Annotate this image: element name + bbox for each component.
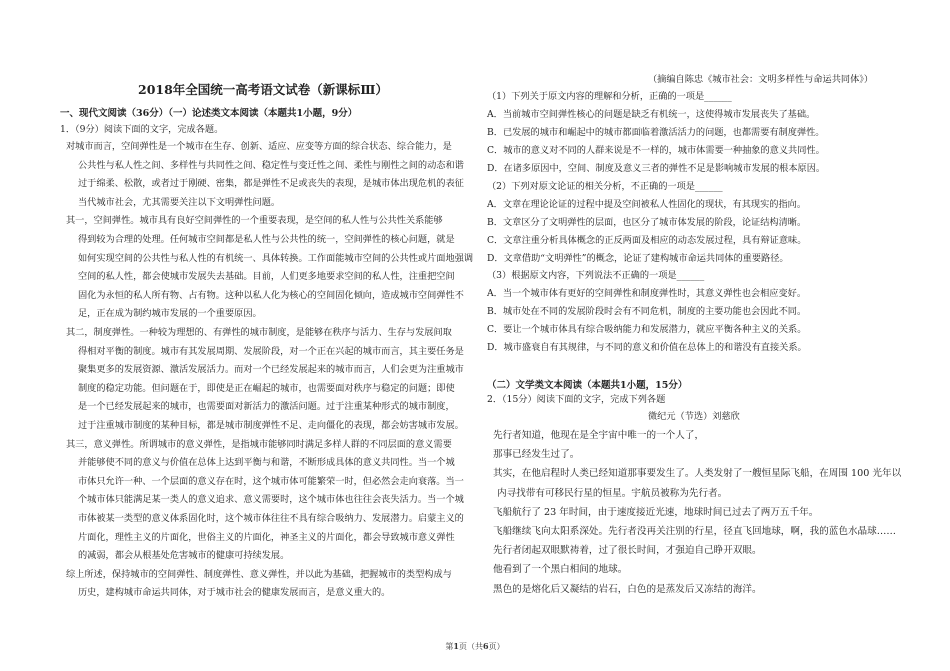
story-line: 先行者闭起双眼默祷着，过了很长时间，才强迫自己睁开双眼。 <box>493 545 762 557</box>
exam-title: 2018年全国统一高考语文试卷（新课标Ⅲ） <box>138 82 389 97</box>
story-line: 先行者知道，他现在是全宇宙中唯一的一个人了， <box>493 430 705 441</box>
passage-line: 其一，空间弹性。城市具有良好空间弹性的一个重要表现，是空间的私人性与公共性关系能够 <box>66 215 443 227</box>
passage-line: 对城市而言，空间弹性是一个城市在生存、创新、适应、应变等方面的综合状态、综合能力，是 <box>66 141 452 152</box>
passage-line: 过于注重城市制度的某种目标，都是城市制度弹性不足、走向僵化的表现，都会妨害城市发展。 <box>78 420 464 431</box>
source-citation: （摘编自陈忠《城市社会：文明多样性与命运共同体》） <box>648 74 874 85</box>
question-1-2: （2）下列对原文论证的相关分析，不正确的一项是______ <box>487 181 723 192</box>
answer-option: B．文章区分了文明弹性的层面，也区分了城市体发展的阶段，论证结构清晰。 <box>487 217 807 228</box>
story-line: 飞船继续飞向太阳系深处。先行者没再关注别的行星，径直飞回地球，啊，我的蓝色水晶球…… <box>493 526 896 537</box>
footer-suffix: 页） <box>488 642 505 651</box>
question-2-intro: 2．（15分）阅读下面的文字，完成下列各题 <box>487 394 666 405</box>
footer-prefix: 第 <box>445 642 454 651</box>
page-number: 1 <box>453 641 459 651</box>
passage-line: 过于绵柔、松散，或者过于刚硬、密集，都是弹性不足或丧失的表现，是城市体出现危机的表征 <box>78 178 464 190</box>
passage-line: 其三，意义弹性。所谓城市的意义弹性，是指城市能够同时满足多样人群的不同层面的意义需要 <box>66 438 452 450</box>
answer-option: A．当一个城市体有更好的空间弹性和制度弹性时，其意义弹性也会相应变好。 <box>487 288 807 299</box>
answer-option: B．已发展的城市和崛起中的城市都面临着激活活力的问题，也都需要有制度弹性。 <box>487 127 825 138</box>
section-heading-1: 一、现代文阅读（36分）（一）论述类文本阅读（本题共1小题，9分） <box>60 108 358 119</box>
passage-line: 当代城市社会，尤其需要关注以下文明弹性问题。 <box>78 196 281 208</box>
answer-option: A．当前城市空间弹性核心的问题是缺乏有机统一，这使得城市发展丧失了基础。 <box>487 109 816 120</box>
answer-option: D．在诸多原因中，空间、制度及意义三者的弹性不足是影响城市发展的根本原因。 <box>487 163 826 174</box>
answer-option: D．城市盛衰自有其规律，与不同的意义和价值在总体上的和谐没有直接关系。 <box>487 342 807 353</box>
answer-option: A．文章在理论论证的过程中提及空间被私人性固化的现状，有其现实的指向。 <box>487 199 807 210</box>
answer-option: B．城市处在不同的发展阶段时会有不同危机，制度的主要功能也会因此不同。 <box>487 306 807 317</box>
answer-option: D．文章借助“文明弹性”的概念，论证了建构城市命运共同体的重要路径。 <box>487 253 789 264</box>
story-line: 黑色的是熔化后又凝结的岩石，白色的是蒸发后又冻结的海洋。 <box>493 583 762 595</box>
answer-option: C．城市的意义对不同的人群来说是不一样的，城市体需要一种抽象的意义共同性。 <box>487 145 825 156</box>
passage-line: 得到较为合理的处理。任何城市空间都是私人性与公共性的统一，空间弹性的核心问题，就是 <box>78 234 455 245</box>
total-pages: 6 <box>483 641 489 651</box>
passage-line: 聚集更多的发展资源、激活发展活力。而对一个已经发展起来的城市而言，人们会更为注重城市 <box>78 364 464 376</box>
answer-option: C．文章注重分析具体概念的正反两面及相应的动态发展过程，具有辩证意味。 <box>487 235 807 246</box>
question-1-3: （3）根据原文内容，下列说法不正确的一项是______ <box>487 270 705 281</box>
story-line: 内寻找带有可移民行星的恒星。宇航员被称为先行者。 <box>497 487 728 499</box>
story-line: 那事已经发生过了。 <box>493 449 580 461</box>
passage-line: 制度的稳定功能。但问题在于，即使是正在崛起的城市，也需要面对秩序与稳定的问题；即使 <box>78 382 455 394</box>
passage-line: 其二，制度弹性。一种较为理想的、有弹性的城市制度，是能够在秩序与活力、生存与发展间取 <box>66 327 452 338</box>
footer-mid: 页（共 <box>459 642 483 651</box>
passage-line: 得相对平衡的制度。城市有其发展周期、发展阶段，对一个正在兴起的城市而言，其主要任务是 <box>78 345 464 357</box>
passage-line: 固化为永恒的私人所有物、占有物。这种以私人化为核心的空间固化倾向，造成城市空间弹性不 <box>78 289 464 301</box>
passage-line: 是一个已经发展起来的城市，也需要面对新活力的激活问题。过于注重某种形式的城市制度， <box>78 401 455 413</box>
answer-option: C．要让一个城市体具有综合吸纳能力和发展潜力，就应平衡各种主义的关系。 <box>487 324 807 335</box>
story-title: 微纪元（节选）刘慈欣 <box>648 411 740 422</box>
passage-line: 公共性与私人性之间、多样性与共同性之间、稳定性与变迁性之间、柔性与刚性之间的动态和谐 <box>78 159 464 171</box>
story-line: 飞船航行了 23 年时间，由于速度接近光速，地球时间已过去了两万五千年。 <box>493 506 819 518</box>
passage-line: 历史，建构城市命运共同体，对于城市社会的健康发展而言，是意义重大的。 <box>78 587 391 599</box>
question-1-intro: 1．（9分）阅读下面的文字，完成各题。 <box>60 124 224 135</box>
story-line: 其实，在他启程时人类已经知道那事要发生了。人类发射了一艘恒星际飞船，在周围 100 光年以 <box>493 468 902 480</box>
passage-line: 市体只允许一种、一个层面的意义存在时，这个城市体可能繁荣一时，但必然会走向衰落。当一 <box>78 475 464 487</box>
passage-line: 的减弱，都会从根基处危害城市的健康可持续发展。 <box>78 550 290 562</box>
page-footer <box>0 641 950 652</box>
passage-line: 空间的私人性，都会使城市发展失去基础。目前，人们更多地要求空间的私人性，注重把空间 <box>78 271 455 283</box>
passage-line: 个城市体只能满足某一类人的意义追求、意义需要时，这个城市体也往往会丧失活力。当一个城 <box>78 494 464 506</box>
passage-line: 并能够使不同的意义与价值在总体上达到平衡与和谐，不断形成具体的意义共同性。当一个城 <box>78 457 455 469</box>
section-heading-2: （二）文学类文本阅读（本题共1小题，15分） <box>487 380 688 391</box>
story-line: 他看到了一个黑白相间的地球。 <box>493 564 628 576</box>
passage-line: 足，正在成为制约城市发展的一个重要原因。 <box>78 308 262 320</box>
passage-line: 市体被某一类型的意义体系固化时，这个城市体往往不具有综合吸纳力、发展潜力。启蒙主义的 <box>78 513 464 524</box>
question-1-1: （1）下列关于原文内容的理解和分析，正确的一项是______ <box>487 91 732 102</box>
passage-line: 如何实现空间的公共性与私人性的有机统一、具体转换。工作面能城市空间的公共性或片面地强调 <box>78 252 474 264</box>
passage-line: 片面化，理性主义的片面化，世俗主义的片面化，神圣主义的片面化，都会导致城市意义弹性 <box>78 531 455 543</box>
passage-line: 综上所述，保持城市的空间弹性、制度弹性、意义弹性，并以此为基础，把握城市的类型构成与 <box>66 568 452 580</box>
